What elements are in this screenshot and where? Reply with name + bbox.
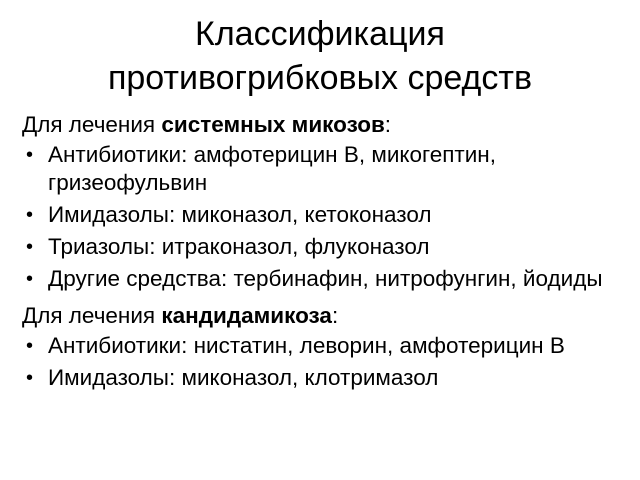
bullet-icon: • bbox=[26, 268, 34, 290]
section-lead-suffix: : bbox=[331, 303, 339, 328]
list-item bbox=[22, 233, 622, 261]
list-item-text: Имидазолы: миконазол, клотримазол bbox=[48, 365, 439, 390]
section-candidiasis bbox=[22, 301, 622, 392]
list-item-text: Антибиотики: амфотерицин В, микогептин, гризеофульвин bbox=[48, 142, 496, 195]
section-list bbox=[22, 141, 622, 293]
page-title-line-1: Классификация bbox=[195, 15, 445, 53]
list-item-text: Другие средства: тербинафин, нитрофунгин, йодиды bbox=[48, 266, 603, 291]
section-lead-prefix: Для лечения bbox=[22, 303, 162, 328]
page-title-line-2: противогрибковых средств bbox=[107, 59, 533, 97]
list-item bbox=[22, 364, 622, 392]
list-item bbox=[22, 265, 622, 293]
section-lead bbox=[22, 110, 622, 139]
page-title bbox=[14, 12, 626, 100]
list-item bbox=[22, 332, 622, 360]
bullet-icon: • bbox=[26, 335, 34, 357]
list-item bbox=[22, 201, 622, 229]
slide-body bbox=[14, 110, 626, 392]
bullet-icon: • bbox=[26, 367, 34, 389]
section-lead bbox=[22, 301, 622, 330]
list-item-text: Антибиотики: нистатин, леворин, амфотерицин В bbox=[48, 333, 565, 358]
list-item-text: Триазолы: итраконазол, флуконазол bbox=[48, 234, 430, 259]
section-lead-bold: системных микозов bbox=[161, 112, 385, 137]
bullet-icon: • bbox=[26, 236, 34, 258]
list-item bbox=[22, 141, 622, 197]
section-list bbox=[22, 332, 622, 392]
bullet-icon: • bbox=[26, 144, 34, 166]
section-lead-bold: кандидамикоза bbox=[161, 303, 332, 328]
bullet-icon: • bbox=[26, 204, 34, 226]
section-lead-suffix: : bbox=[384, 112, 392, 137]
list-item-text: Имидазолы: миконазол, кетоконазол bbox=[48, 202, 432, 227]
section-lead-prefix: Для лечения bbox=[22, 112, 162, 137]
section-systemic-mycoses bbox=[22, 110, 622, 293]
